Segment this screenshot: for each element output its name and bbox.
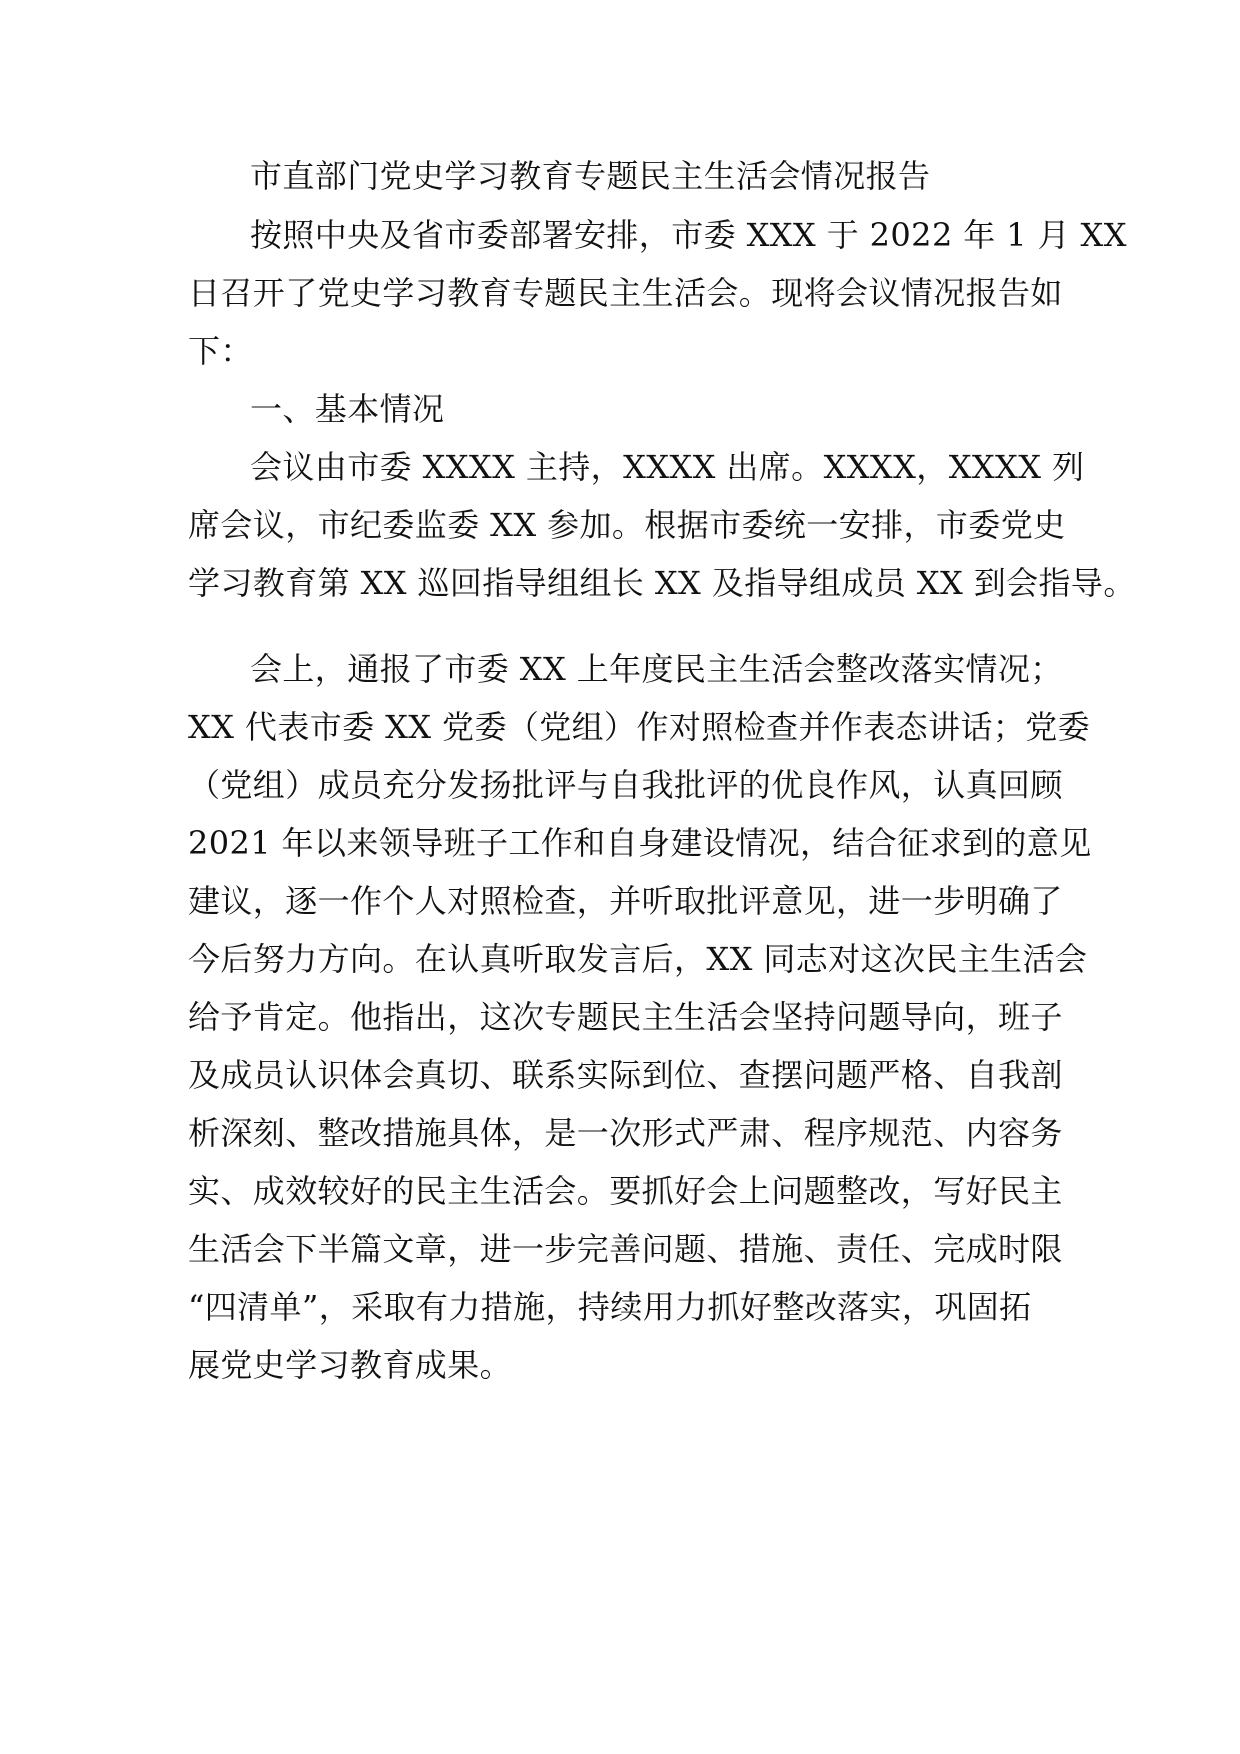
paragraph-line: “四清单”，采取有力措施，持续用力抓好整改落实，巩固拓 [188,1288,1032,1326]
paragraph-line: 下： [188,332,253,370]
paragraph-line: 给予肯定。他指出，这次专题民主生活会坚持问题导向，班子 [188,998,1063,1036]
paragraph-line: 会议由市委 XXXX 主持，XXXX 出席。XXXX，XXXX 列 [250,448,1085,486]
paragraph-line: （党组）成员充分发扬批评与自我批评的优良作风，认真回顾 [188,766,1063,804]
section-heading: 一、基本情况 [250,390,445,428]
paragraph-line: XX 代表市委 XX 党委（党组）作对照检查并作表态讲话；党委 [188,708,1091,746]
paragraph-line: 生活会下半篇文章，进一步完善问题、措施、责任、完成时限 [188,1230,1063,1268]
paragraph-line: 实、成效较好的民主生活会。要抓好会上问题整改，写好民主 [188,1172,1063,1210]
paragraph-line: 按照中央及省市委部署安排，市委 XXX 于 2022 年 1 月 XX [250,216,1127,254]
paragraph-line: 学习教育第 XX 巡回指导组组长 XX 及指导组成员 XX 到会指导。 [188,564,1136,602]
paragraph-line: 日召开了党史学习教育专题民主生活会。现将会议情况报告如 [188,274,1063,312]
document-title: 市直部门党史学习教育专题民主生活会情况报告 [250,157,931,195]
paragraph-line: 2021 年以来领导班子工作和自身建设情况，结合征求到的意见 [188,824,1092,862]
paragraph-line: 展党史学习教育成果。 [188,1346,513,1384]
paragraph-line: 析深刻、整改措施具体，是一次形式严肃、程序规范、内容务 [188,1114,1063,1152]
paragraph-line: 及成员认识体会真切、联系实际到位、查摆问题严格、自我剖 [188,1056,1063,1094]
paragraph-line: 今后努力方向。在认真听取发言后，XX 同志对这次民主生活会 [188,940,1088,978]
paragraph-line: 会上，通报了市委 XX 上年度民主生活会整改落实情况； [250,650,1063,688]
paragraph-line: 席会议，市纪委监委 XX 参加。根据市委统一安排，市委党史 [188,506,1066,544]
paragraph-line: 建议，逐一作个人对照检查，并听取批评意见，进一步明确了 [188,882,1063,920]
